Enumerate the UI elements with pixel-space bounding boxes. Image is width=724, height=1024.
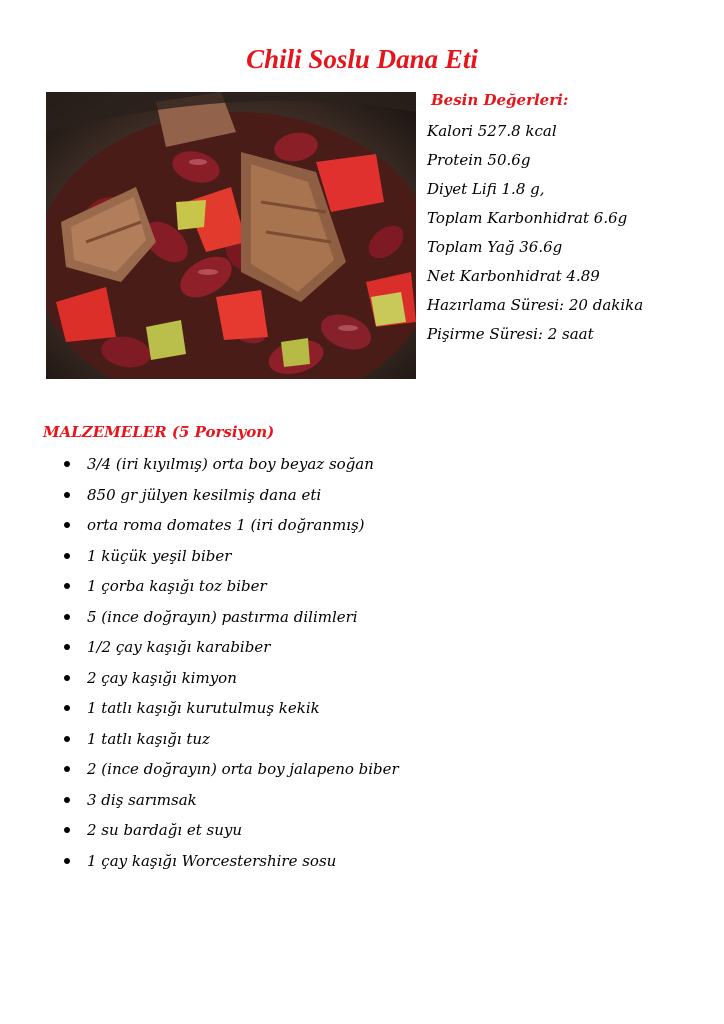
nutrition-line-fiber: Diyet Lifi 1.8 g, bbox=[427, 180, 545, 198]
ingredient-item bbox=[60, 510, 660, 541]
bullet-icon bbox=[64, 583, 70, 589]
nutrition-line-cook-time: Pişirme Süresi: 2 saat bbox=[427, 325, 594, 343]
ingredient-text: 3/4 (iri kıyılmış) orta boy beyaz soğan bbox=[87, 455, 374, 473]
bullet-icon bbox=[64, 827, 70, 833]
ingredient-item bbox=[60, 724, 660, 755]
ingredient-text: 5 (ince doğrayın) pastırma dilimleri bbox=[87, 607, 358, 626]
ingredient-item bbox=[60, 815, 660, 846]
nutrition-line-prep-time: Hazırlama Süresi: 20 dakika bbox=[427, 296, 644, 314]
ingredients-list bbox=[60, 449, 660, 876]
bullet-icon bbox=[64, 492, 70, 498]
nutrition-line-net-carbs: Net Karbonhidrat 4.89 bbox=[427, 267, 600, 285]
nutrition-line-calories: Kalori 527.8 kcal bbox=[427, 122, 557, 140]
ingredient-item bbox=[60, 449, 660, 480]
ingredient-item bbox=[60, 663, 660, 694]
ingredient-item bbox=[60, 846, 660, 877]
bullet-icon bbox=[64, 736, 70, 742]
ingredient-item bbox=[60, 602, 660, 633]
ingredient-text: 1 tatlı kaşığı kurutulmuş kekik bbox=[87, 699, 320, 717]
ingredient-item bbox=[60, 541, 660, 572]
bullet-icon bbox=[64, 858, 70, 864]
ingredient-text: orta roma domates 1 (iri doğranmış) bbox=[87, 516, 365, 534]
ingredient-item bbox=[60, 785, 660, 816]
ingredient-text: 2 (ince doğrayın) orta boy jalapeno biber bbox=[87, 760, 399, 778]
bullet-icon bbox=[64, 522, 70, 528]
ingredient-text: 1 küçük yeşil biber bbox=[87, 546, 232, 565]
ingredient-text: 850 gr jülyen kesilmiş dana eti bbox=[87, 485, 322, 504]
nutrition-line-total-fat: Toplam Yağ 36.6g bbox=[427, 238, 563, 256]
bullet-icon bbox=[64, 614, 70, 620]
ingredient-item bbox=[60, 632, 660, 663]
ingredient-item bbox=[60, 480, 660, 511]
recipe-title: Chili Soslu Dana Eti bbox=[246, 44, 478, 74]
bullet-icon bbox=[64, 461, 70, 467]
ingredient-item bbox=[60, 754, 660, 785]
bullet-icon bbox=[64, 766, 70, 772]
bullet-icon bbox=[64, 675, 70, 681]
nutrition-heading: Besin Değerleri: bbox=[431, 91, 569, 109]
nutrition-panel bbox=[427, 89, 717, 349]
ingredient-item bbox=[60, 693, 660, 724]
bullet-icon bbox=[64, 797, 70, 803]
ingredients-heading: MALZEMELER (5 Porsiyon) bbox=[43, 423, 275, 441]
bullet-icon bbox=[64, 705, 70, 711]
bullet-icon bbox=[64, 553, 70, 559]
ingredient-item bbox=[60, 571, 660, 602]
ingredient-text: 1 çay kaşığı Worcestershire sosu bbox=[87, 851, 337, 870]
nutrition-line-protein: Protein 50.6g bbox=[427, 151, 531, 169]
nutrition-line-total-carbs: Toplam Karbonhidrat 6.6g bbox=[427, 209, 628, 227]
bullet-icon bbox=[64, 644, 70, 650]
ingredient-text: 1 çorba kaşığı toz biber bbox=[87, 577, 267, 595]
ingredient-text: 2 çay kaşığı kimyon bbox=[87, 668, 237, 687]
ingredient-text: 3 diş sarımsak bbox=[87, 790, 197, 809]
ingredient-text: 1 tatlı kaşığı tuz bbox=[87, 729, 210, 748]
ingredient-text: 1/2 çay kaşığı karabiber bbox=[87, 638, 271, 656]
ingredient-text: 2 su bardağı et suyu bbox=[87, 821, 243, 839]
recipe-photo bbox=[46, 92, 416, 379]
